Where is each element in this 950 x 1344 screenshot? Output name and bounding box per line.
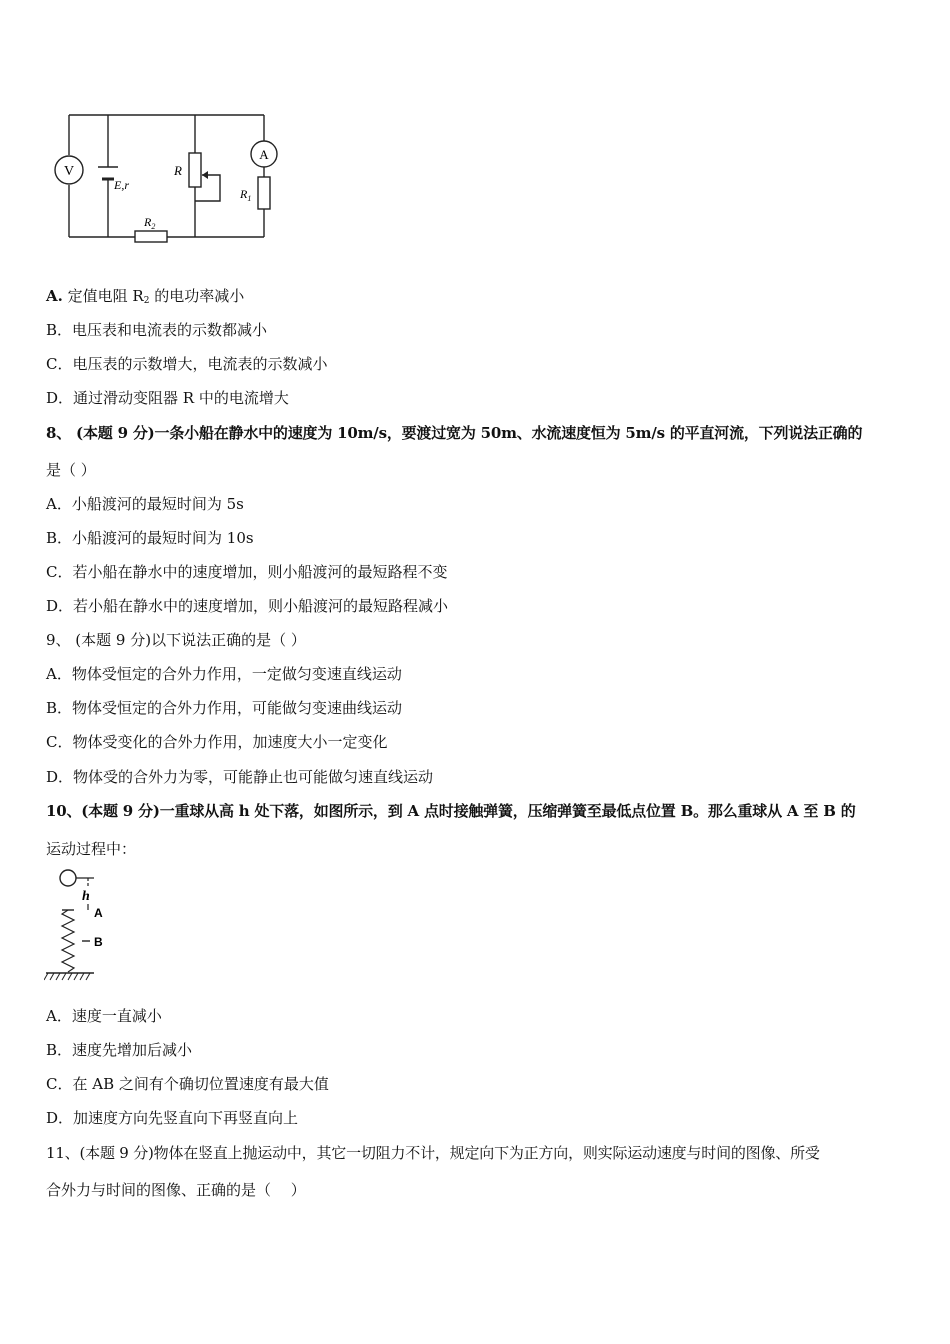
q7-option-a: A. 定值电阻 $R_2$ 的电功率减小 bbox=[46, 287, 245, 306]
q10-stem-line1: 10、(本题 9 分)一重球从高 h 处下落，如图所示，到 A 点时接触弹簧，压缩弹簧至最低点位置 B。那么重球从 A 至 B 的 bbox=[46, 802, 856, 820]
q9-option-c: C．物体受变化的合外力作用，加速度大小一定变化 bbox=[46, 733, 388, 751]
q11-stem-line2: 合外力与时间的图像、正确的是（ ） bbox=[46, 1181, 306, 1199]
rheostat-label: R bbox=[174, 163, 182, 178]
ball-icon bbox=[60, 870, 76, 886]
r2-label: $R_2$ bbox=[144, 215, 156, 231]
q7-option-c: C．电压表的示数增大，电流表的示数减小 bbox=[46, 355, 328, 373]
r1-label: $R_1$ bbox=[240, 187, 252, 203]
q11-stem-line1: 11、(本题 9 分)物体在竖直上抛运动中，其它一切阻力不计，规定向下为正方向，则实际运动速度与时间的图像、所受 bbox=[46, 1144, 820, 1162]
r1-symbol bbox=[258, 177, 270, 209]
point-a-label: A bbox=[94, 906, 103, 920]
spring-icon bbox=[62, 910, 74, 972]
voltmeter-label: V bbox=[63, 164, 75, 179]
q9-option-d: D．物体受的合外力为零，可能静止也可能做匀速直线运动 bbox=[46, 768, 434, 786]
q8-option-d: D．若小船在静水中的速度增加，则小船渡河的最短路程减小 bbox=[46, 597, 449, 615]
q8-option-a: A．小船渡河的最短时间为 5s bbox=[46, 495, 244, 513]
battery-label: E,r bbox=[114, 178, 129, 192]
spring-ball-figure bbox=[44, 866, 124, 986]
q8-option-c: C．若小船在静水中的速度增加，则小船渡河的最短路程不变 bbox=[46, 563, 448, 581]
q10-option-a: A．速度一直减小 bbox=[46, 1007, 162, 1025]
ammeter-label: A bbox=[259, 147, 269, 162]
point-b-label: B bbox=[94, 935, 103, 949]
r2-symbol bbox=[135, 231, 167, 242]
q8-stem-line1: 8、 (本题 9 分)一条小船在静水中的速度为 10m/s，要渡过宽为 50m、水流速度恒为 5m/s 的平直河流，下列说法正确的 bbox=[46, 424, 863, 442]
q9-option-b: B．物体受恒定的合外力作用，可能做匀变速曲线运动 bbox=[46, 699, 403, 717]
q10-option-d: D．加速度方向先竖直向下再竖直向上 bbox=[46, 1109, 299, 1127]
q7-option-d: D．通过滑动变阻器 R 中的电流增大 bbox=[46, 389, 289, 407]
rheostat-symbol bbox=[189, 153, 201, 187]
q9-option-a: A．物体受恒定的合外力作用，一定做匀变速直线运动 bbox=[46, 665, 402, 683]
q10-stem-line2: 运动过程中： bbox=[46, 840, 137, 858]
q7-option-b: B．电压表和电流表的示数都减小 bbox=[46, 321, 268, 339]
height-label: h bbox=[82, 889, 90, 904]
circuit-diagram bbox=[50, 105, 290, 250]
q9-stem: 9、 (本题 9 分)以下说法正确的是（ ） bbox=[46, 631, 306, 649]
q8-option-b: B．小船渡河的最短时间为 10s bbox=[46, 529, 254, 547]
q10-option-c: C．在 AB 之间有个确切位置速度有最大值 bbox=[46, 1075, 329, 1093]
q10-option-b: B．速度先增加后减小 bbox=[46, 1041, 193, 1059]
q8-stem-line2: 是（ ） bbox=[46, 461, 96, 479]
